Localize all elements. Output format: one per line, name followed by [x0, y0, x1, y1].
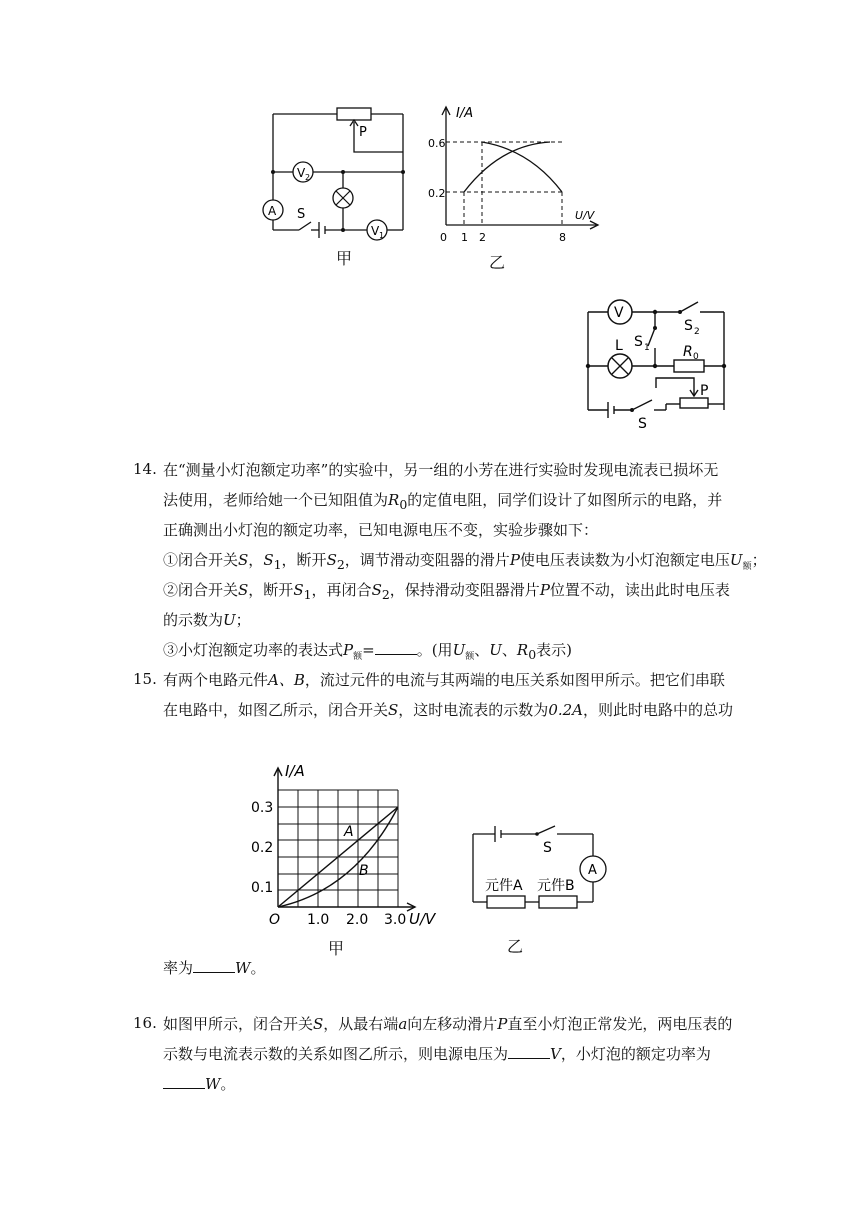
q14-line3: 正确测出小灯泡的额定功率，已知电源电压不变，实验步骤如下： [163, 521, 599, 539]
q15-circuit-diagram [465, 820, 615, 920]
v2-sub: 2 [305, 173, 311, 182]
q14-slider-p-label: P [700, 383, 709, 399]
q14-r0-sub: 0 [693, 352, 699, 362]
q15-ytick-03: 0.3 [251, 800, 274, 816]
switch-s-label: S [297, 207, 306, 222]
q15-caption-jia: 甲 [328, 939, 345, 958]
q15-ammeter-label: A [588, 863, 597, 878]
q15-xtick-2: 2.0 [346, 912, 369, 928]
q16-number: 16. [133, 1014, 157, 1032]
v1-label: V [371, 224, 380, 238]
q15-element-a-label: 元件A [485, 878, 523, 894]
q14-line1: 在“测量小灯泡额定功率”的实验中，另一组的小芳在进行实验时发现电流表已损坏无 [163, 461, 719, 479]
graph-yi-ylabel: I/A [456, 106, 474, 121]
q14-answer-blank[interactable] [375, 640, 417, 655]
graph-yi-xtick-8: 8 [559, 231, 566, 244]
graph-yi-xlabel: U/V [575, 209, 595, 222]
circuit-q14-diagram [580, 292, 730, 432]
q14-number: 14. [133, 460, 157, 478]
v1-sub: 1 [379, 231, 385, 240]
q15-ytick-02: 0.2 [251, 840, 274, 856]
q15-xtick-3: 3.0 [384, 912, 407, 928]
circuit-jia-diagram [255, 100, 415, 250]
q14-switch-s-label: S [638, 416, 647, 432]
q16-line1: 如图甲所示，闭合开关S，从最右端a向左移动滑片P直至小灯泡正常发光，两电压表的 [163, 1015, 733, 1033]
q16-line3: W。 [163, 1074, 235, 1094]
q15-curve-a-label: A [344, 824, 354, 840]
q16-voltage-blank[interactable] [508, 1044, 550, 1059]
q15-line3: 率为 W。 [163, 959, 266, 977]
q14-line2: 法使用，老师给她一个已知阻值为$R_0$的定值电阻，同学们设计了如图所示的电路，并 [163, 491, 723, 512]
q14-lamp-label: L [615, 338, 623, 354]
q15-switch-s-label: S [543, 840, 552, 856]
q15-graph-xlabel: U/V [409, 910, 436, 928]
caption-yi-top: 乙 [489, 253, 506, 272]
q14-s2-sub: 2 [694, 327, 700, 337]
q15-curve-b-label: B [359, 863, 369, 879]
graph-yi-ytick-02: 0.2 [428, 187, 446, 200]
q14-voltmeter-label: V [614, 305, 624, 321]
graph-yi-ytick-06: 0.6 [428, 137, 446, 150]
q15-xtick-1: 1.0 [307, 912, 330, 928]
q16-line2: 示数与电流表示数的关系如图乙所示，则电源电压为 V，小灯泡的额定功率为 [163, 1045, 711, 1063]
q15-graph-ylabel: I/A [285, 762, 305, 780]
q14-s2-label: S [684, 318, 693, 334]
q15-answer-blank[interactable] [193, 958, 235, 973]
q15-ytick-01: 0.1 [251, 880, 274, 896]
graph-yi-origin: 0 [440, 231, 447, 244]
q16-power-blank[interactable] [163, 1074, 205, 1089]
q15-graph-diagram [245, 760, 455, 930]
q14-step1: ①闭合开关S，$S_1$，断开$S_2$，调节滑动变阻器的滑片P使电压表读数为小灯泡额定电压$U_额$； [163, 551, 767, 572]
q14-step2-cont: 的示数为U； [163, 611, 251, 629]
q15-element-b-label: 元件B [537, 878, 575, 894]
q15-caption-yi: 乙 [507, 937, 524, 956]
q15-line1: 有两个电路元件A、B，流过元件的电流与其两端的电压关系如图甲所示。把它们串联 [163, 671, 725, 689]
v2-label: V [297, 166, 306, 180]
graph-yi-xtick-1: 1 [461, 231, 468, 244]
slider-p-label: P [359, 125, 367, 140]
q15-line2: 在电路中，如图乙所示，闭合开关S，这时电流表的示数为0.2A，则此时电路中的总功 [163, 701, 734, 719]
q14-step3: ③小灯泡额定功率的表达式$P_额=$ 。(用$U_额$、U、$R_0$表示) [163, 641, 573, 662]
q15-origin: O [269, 912, 281, 928]
ammeter-a-label: A [268, 204, 277, 218]
caption-jia-top: 甲 [336, 249, 353, 268]
q14-s1-sub: 1 [644, 343, 650, 353]
q14-s1-label: S [634, 334, 643, 350]
graph-yi-diagram [420, 95, 610, 245]
q15-number: 15. [133, 670, 157, 688]
q14-step2: ②闭合开关S，断开$S_1$，再闭合$S_2$，保持滑动变阻器滑片P位置不动，读出此时电压表 [163, 581, 730, 602]
q14-r0-label: R [683, 344, 693, 360]
graph-yi-xtick-2: 2 [479, 231, 486, 244]
